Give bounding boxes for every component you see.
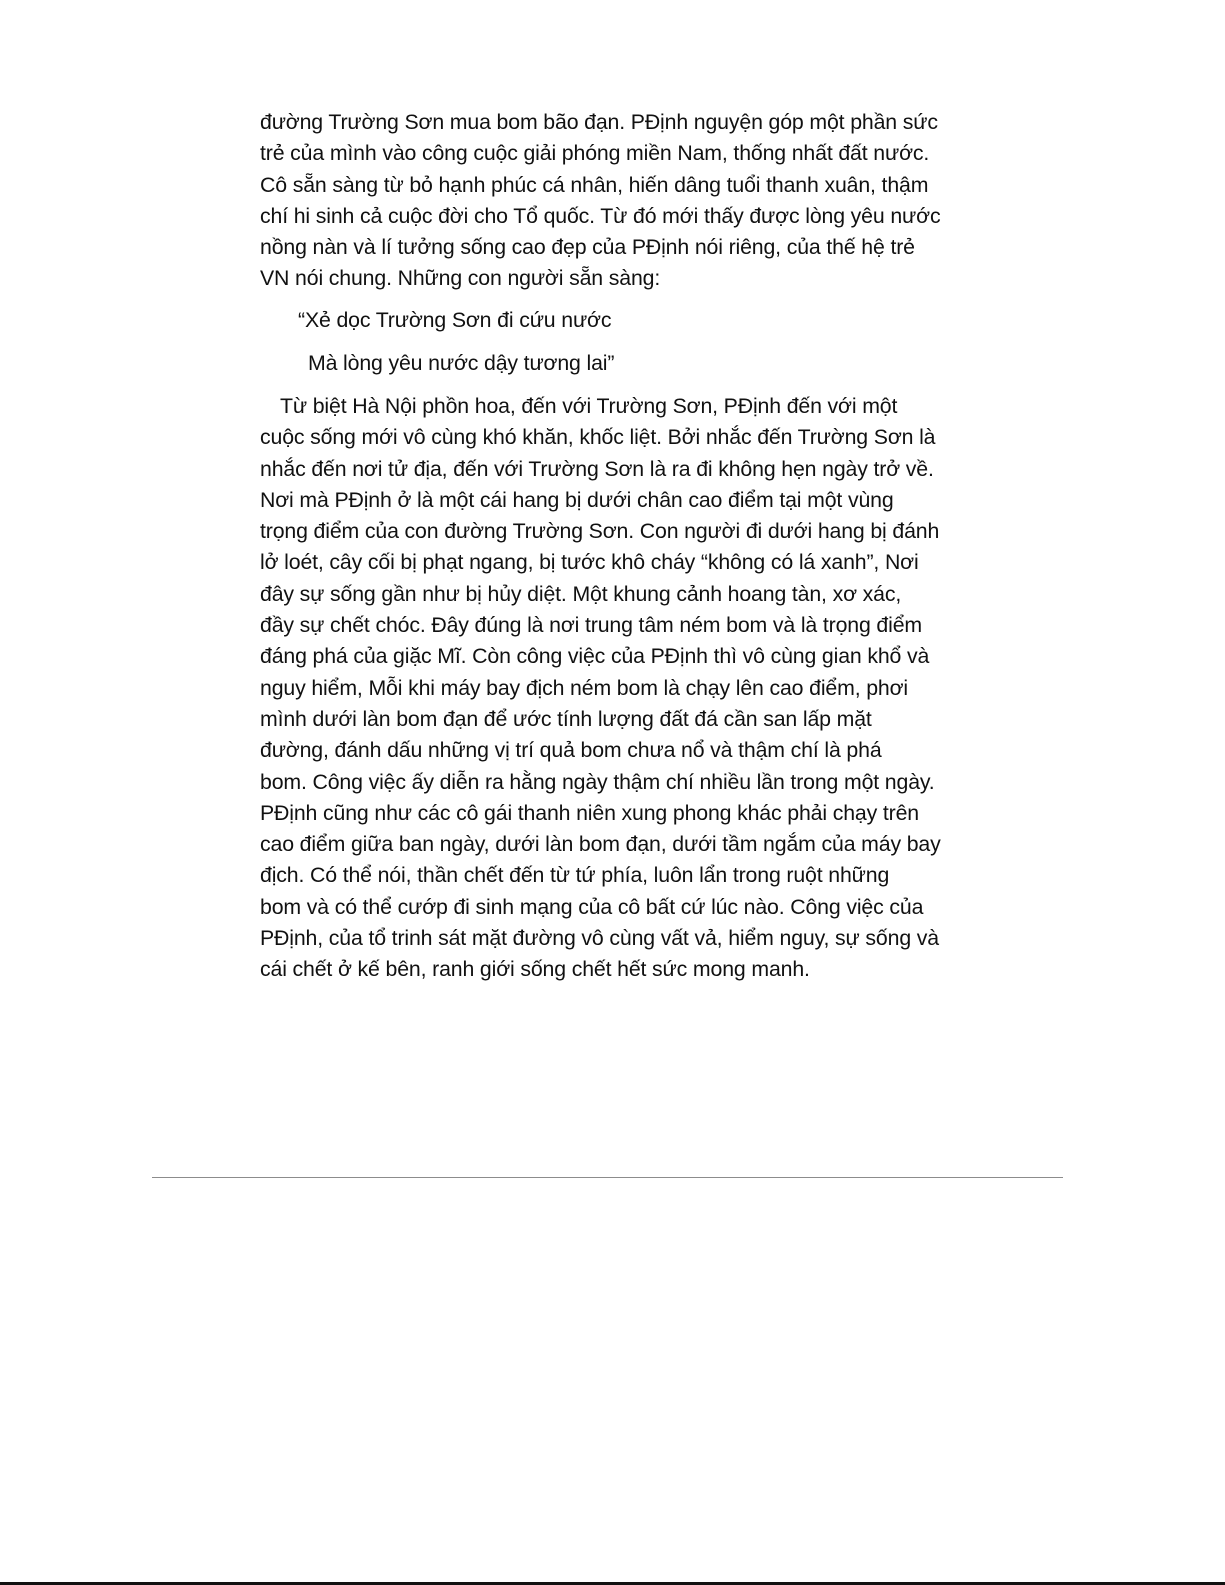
paragraph-line: nguy hiểm, Mỗi khi máy bay địch ném bom là chạy lên cao điểm, phơi [260, 675, 909, 700]
paragraph-line: mình dưới làn bom đạn để ước tính lượng đất đá cần san lấp mặt [260, 706, 872, 731]
paragraph-line: địch. Có thể nói, thần chết đến từ tứ phía, luôn lẩn trong ruột những [260, 863, 890, 888]
paragraph-line: trẻ của mình vào công cuộc giải phóng miền Nam, thống nhất đất nước. [260, 141, 930, 166]
poem-line-2: Mà lòng yêu nước dậy tương lai” [308, 351, 615, 375]
paragraph-line: nồng nàn và lí tưởng sống cao đẹp của PĐịnh nói riêng, của thế hệ trẻ [260, 235, 915, 260]
paragraph-line: đầy sự chết chóc. Đây đúng là nơi trung tâm ném bom và là trọng điểm [260, 613, 922, 638]
paragraph-line: chí hi sinh cả cuộc đời cho Tổ quốc. Từ đó mới thấy được lòng yêu nước [260, 203, 941, 228]
paragraph-line: Từ biệt Hà Nội phồn hoa, đến với Trường Sơn, PĐịnh đến với một [280, 394, 898, 418]
paragraph-line: đường Trường Sơn mua bom bão đạn. PĐịnh nguyện góp một phần sức [260, 110, 938, 134]
paragraph-line: cao điểm giữa ban ngày, dưới làn bom đạn, dưới tầm ngắm của máy bay [260, 832, 941, 857]
paragraph-2 [260, 391, 960, 986]
poem-line-1: “Xẻ dọc Trường Sơn đi cứu nước [298, 308, 612, 332]
paragraph-line: PĐịnh cũng như các cô gái thanh niên xung phong khác phải chạy trên [260, 800, 919, 825]
paragraph-line: đây sự sống gần như bị hủy diệt. Một khung cảnh hoang tàn, xơ xác, [260, 581, 902, 606]
paragraph-line: bom và có thể cướp đi sinh mạng của cô bất cứ lúc nào. Công việc của [260, 894, 924, 919]
paragraph-line: lở loét, cây cối bị phạt ngang, bị tước khô cháy “không có lá xanh”, Nơi [260, 550, 919, 575]
paragraph-line: Nơi mà PĐịnh ở là một cái hang bị dưới chân cao điểm tại một vùng [260, 487, 894, 512]
paragraph-line: đáng phá của giặc Mĩ. Còn công việc của PĐịnh thì vô cùng gian khổ và [260, 644, 930, 669]
paragraph-line: cuộc sống mới vô cùng khó khăn, khốc liệt. Bởi nhắc đến Trường Sơn là [260, 425, 936, 450]
paragraph-1 [260, 107, 960, 295]
paragraph-line: PĐịnh, của tổ trinh sát mặt đường vô cùng vất vả, hiểm nguy, sự sống và [260, 926, 939, 951]
paragraph-line: VN nói chung. Những con người sẵn sàng: [260, 266, 661, 291]
paragraph-line: trọng điểm của con đường Trường Sơn. Con người đi dưới hang bị đánh [260, 519, 940, 544]
paragraph-line: nhắc đến nơi tử địa, đến với Trường Sơn là ra đi không hẹn ngày trở về. [260, 456, 934, 481]
paragraph-line: đường, đánh dấu những vị trí quả bom chưa nổ và thậm chí là phá [260, 738, 882, 763]
paragraph-line: bom. Công việc ấy diễn ra hằng ngày thậm chí nhiều lần trong một ngày. [260, 769, 935, 794]
paragraph-line: cái chết ở kế bên, ranh giới sống chết hết sức mong manh. [260, 957, 810, 982]
page-divider [152, 1177, 1063, 1178]
paragraph-line: Cô sẵn sàng từ bỏ hạnh phúc cá nhân, hiến dâng tuổi thanh xuân, thậm [260, 172, 929, 197]
